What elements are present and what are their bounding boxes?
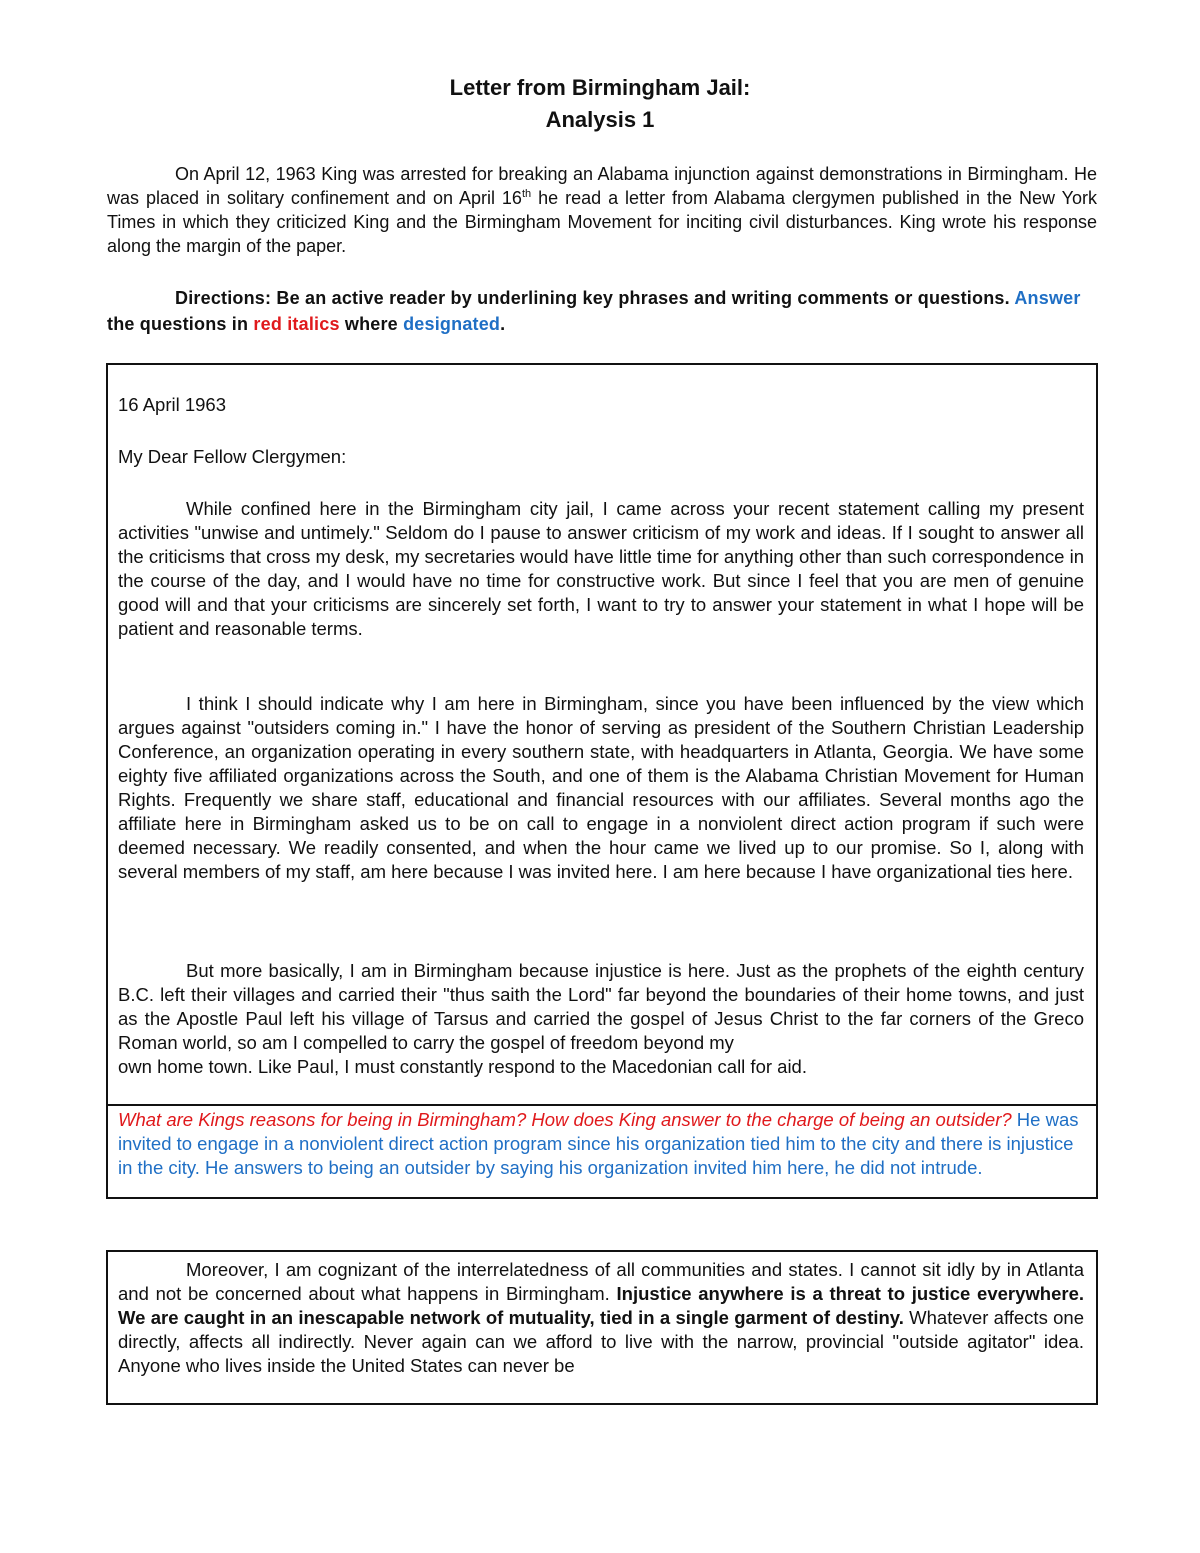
letter-paragraph-3-text-b: own home town. Like Paul, I must constantly respond to the Macedonian call for aid. [118, 1056, 807, 1077]
letter-excerpt-2-box [106, 1250, 1098, 1405]
letter-excerpt-box [106, 363, 1098, 1106]
letter-paragraph-3 [118, 959, 1084, 1079]
letter-paragraph-4 [118, 1258, 1084, 1378]
directions-text-2: the questions in [107, 314, 254, 334]
intro-text-b: he read a letter from Alabama clergymen published in the New York Times in which they criticized King and the Birmingham Movement for inciting civil disturbances. King wrote his response along the margin of the paper. [107, 188, 1098, 256]
directions-text-4: . [500, 314, 506, 334]
letter-salutation: My Dear Fellow Clergymen: [118, 446, 347, 467]
letter-date: 16 April 1963 [118, 394, 227, 415]
letter-paragraph-3-text-a: But more basically, I am in Birmingham because injustice is here. Just as the prophets of the eighth century B.C. left their villages and carried their "thus saith the Lord" far beyond the boundaries of their home towns, and just as the Apostle Paul left his village of Tarsus and carried the gospel of Jesus Christ to the far corners of the Greco Roman world, so am I compelled to carry the gospel of freedom beyond my [118, 960, 1084, 1053]
letter-paragraph-4-text-b: Whatever affects one directly, affects all indirectly. Never again can we afford to live with the narrow, provincial "outside agitator" idea. Anyone who lives inside the United States can never be [118, 1307, 1084, 1376]
letter-paragraph-1-text: While confined here in the Birmingham city jail, I came across your recent statement calling my present activities "unwise and untimely." Seldom do I pause to answer criticism of my work and ideas. If I sought to answer all the criticisms that cross my desk, my secretaries would have little time for anything other than such correspondence in the course of the day, and I would have no time for constructive work. But since I feel that you are men of genuine good will and that your criticisms are sincerely set forth, I want to try to answer your statement in what I hope will be patient and reasonable terms. [118, 498, 1084, 639]
letter-paragraph-2-text: I think I should indicate why I am here in Birmingham, since you have been influenced by the view which argues against "outsiders coming in." I have the honor of serving as president of the Southern Christian Leadership Conference, an organization operating in every southern state, with headquarters in Atlanta, Georgia. We have some eighty five affiliated organizations across the South, and one of them is the Alabama Christian Movement for Human Rights. Frequently we share staff, educational and financial resources with our affiliates. Several months ago the affiliate here in Birmingham asked us to be on call to engage in a nonviolent direct action program if such were deemed necessary. We readily consented, and when the hour came we lived up to our promise. So I, along with several members of my staff, am here because I was invited here. I am here because I have organizational ties here. [118, 693, 1084, 882]
directions-text-1: Directions: Be an active reader by underlining key phrases and writing comments or questions. [175, 288, 1015, 308]
intro-text-a: On April 12, 1963 King was arrested for breaking an Alabama injunction against demonstrations in Birmingham. He was placed in solitary confinement and on April 16 [107, 164, 1097, 208]
intro-superscript: th [521, 188, 532, 200]
question-answer-box [106, 1104, 1098, 1199]
letter-paragraph-1 [118, 497, 1084, 641]
letter-paragraph-2 [118, 692, 1084, 884]
letter-paragraph-4-text-a: Moreover, I am cognizant of the interrelatedness of all communities and states. I cannot sit idly by in Atlanta and not be concerned about what happens in Birmingham. [118, 1259, 1084, 1304]
question-answer-text [118, 1108, 1084, 1180]
directions-text-3: where [339, 314, 404, 334]
directions-paragraph [107, 285, 1097, 337]
question-text: What are Kings reasons for being in Birmingham? How does King answer to the charge of being an outsider? [118, 1109, 1017, 1130]
intro-paragraph [107, 162, 1097, 258]
directions-designated-word: designated [403, 314, 501, 334]
directions-red-word: red italics [253, 314, 340, 334]
directions-answer-word: Answer [1014, 288, 1081, 308]
letter-paragraph-4-bold: Injustice anywhere is a threat to justice everywhere. We are caught in an inescapable network of mutuality, tied in a single garment of destiny. [118, 1283, 1085, 1328]
title-line-2: Analysis 1 [545, 107, 655, 132]
title-line-1: Letter from Birmingham Jail: [449, 75, 751, 100]
answer-text: He was invited to engage in a nonviolent direct action program since his organization tied him to the city and there is injustice in the city. He answers to being an outsider by saying his organization invited him here, he did not intrude. [118, 1109, 1079, 1178]
